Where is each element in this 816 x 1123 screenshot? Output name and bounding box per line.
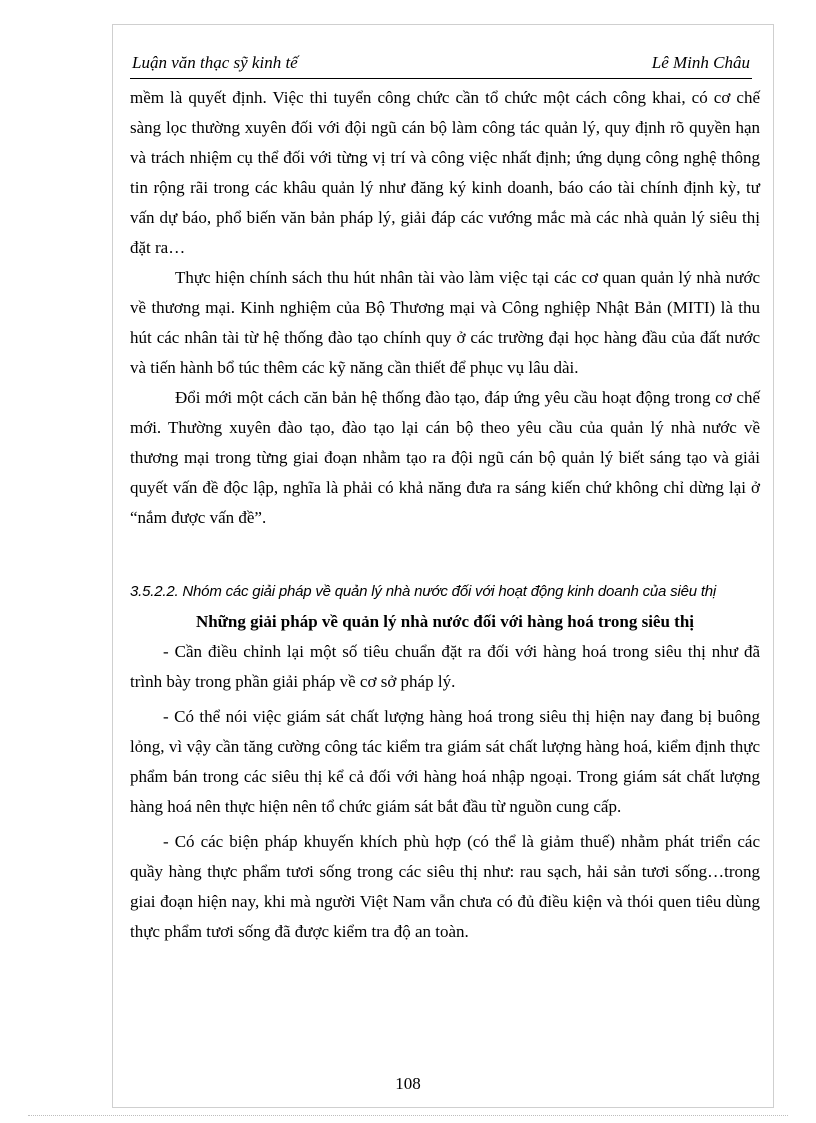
paragraph-training: Đổi mới một cách căn bản hệ thống đào tạo, đáp ứng yêu cầu hoạt động trong cơ chế mới. Thường xuyên đào tạo, đào tạo lại cán bộ theo yêu cầu của quản lý nhà nước về thương mại trong từng giai đoạn nhằm tạo ra đội ngũ cán bộ quản lý biết sáng tạo và giải quyết vấn đề độc lập, nghĩa là phải có khả năng đưa ra sáng kiến chứ không chỉ dừng lại ở “nắm được vấn đề”. xyxy=(130,388,760,527)
page-bottom-dotted-line xyxy=(28,1115,788,1116)
header-thesis-title: Luận văn thạc sỹ kinh tế xyxy=(132,53,298,72)
document-body xyxy=(130,83,760,952)
bullet-item: - Cần điều chỉnh lại một số tiêu chuẩn đặt ra đối với hàng hoá trong siêu thị như đã trình bày trong phần giải pháp về cơ sở pháp lý. xyxy=(130,642,760,691)
paragraph-talent: Thực hiện chính sách thu hút nhân tài vào làm việc tại các cơ quan quản lý nhà nước về thương mại. Kinh nghiệm của Bộ Thương mại và Công nghiệp Nhật Bản (MITI) là thu hút các nhân tài từ hệ thống đào tạo chính quy ở các trường đại học hàng đầu của đất nước và tiến hành bổ túc thêm các kỹ năng cần thiết để phục vụ lâu dài. xyxy=(130,268,760,377)
running-header xyxy=(130,52,752,79)
section-bold-heading: Những giải pháp về quản lý nhà nước đối với hàng hoá trong siêu thị xyxy=(195,612,695,631)
paragraph-continuation: mềm là quyết định. Việc thi tuyển công chức cần tổ chức một cách công khai, có cơ chế sàng lọc thường xuyên đối với đội ngũ cán bộ làm công tác quản lý, quy định rõ quyền hạn và trách nhiệm cụ thể đối với từng vị trí và công việc nhất định; ứng dụng công nghệ thông tin rộng rãi trong các khâu quản lý như đăng ký kinh doanh, báo cáo tài chính định kỳ, tư vấn dự báo, phổ biến văn bản pháp lý, giải đáp các vướng mắc mà các nhà quản lý siêu thị đặt ra… xyxy=(130,88,760,257)
bullet-item: - Có thể nói việc giám sát chất lượng hàng hoá trong siêu thị hiện nay đang bị buông lỏng, vì vậy cần tăng cường công tác kiểm tra giám sát chất lượng hàng hoá, kiểm định thực phẩm bán trong các siêu thị kể cả đối với hàng hoá nhập ngoại. Trong giám sát chất lượng hàng hoá nên thực hiện nên tổ chức giám sát bắt đầu từ nguồn cung cấp. xyxy=(130,707,760,816)
subsection-heading: 3.5.2.2. Nhóm các giải pháp về quản lý nhà nước đối với hoạt động kinh doanh của siêu thị xyxy=(130,583,717,600)
bullet-item: - Có các biện pháp khuyến khích phù hợp (có thể là giảm thuế) nhằm phát triển các quầy hàng thực phẩm tươi sống trong các siêu thị như: rau sạch, hải sản tươi sống…trong giai đoạn hiện nay, khi mà người Việt Nam vẫn chưa có đủ điều kiện và thói quen tiêu dùng thực phẩm tươi sống đã được kiểm tra độ an toàn. xyxy=(130,832,760,941)
header-author: Lê Minh Châu xyxy=(651,53,750,72)
page-number: 108 xyxy=(395,1074,421,1093)
